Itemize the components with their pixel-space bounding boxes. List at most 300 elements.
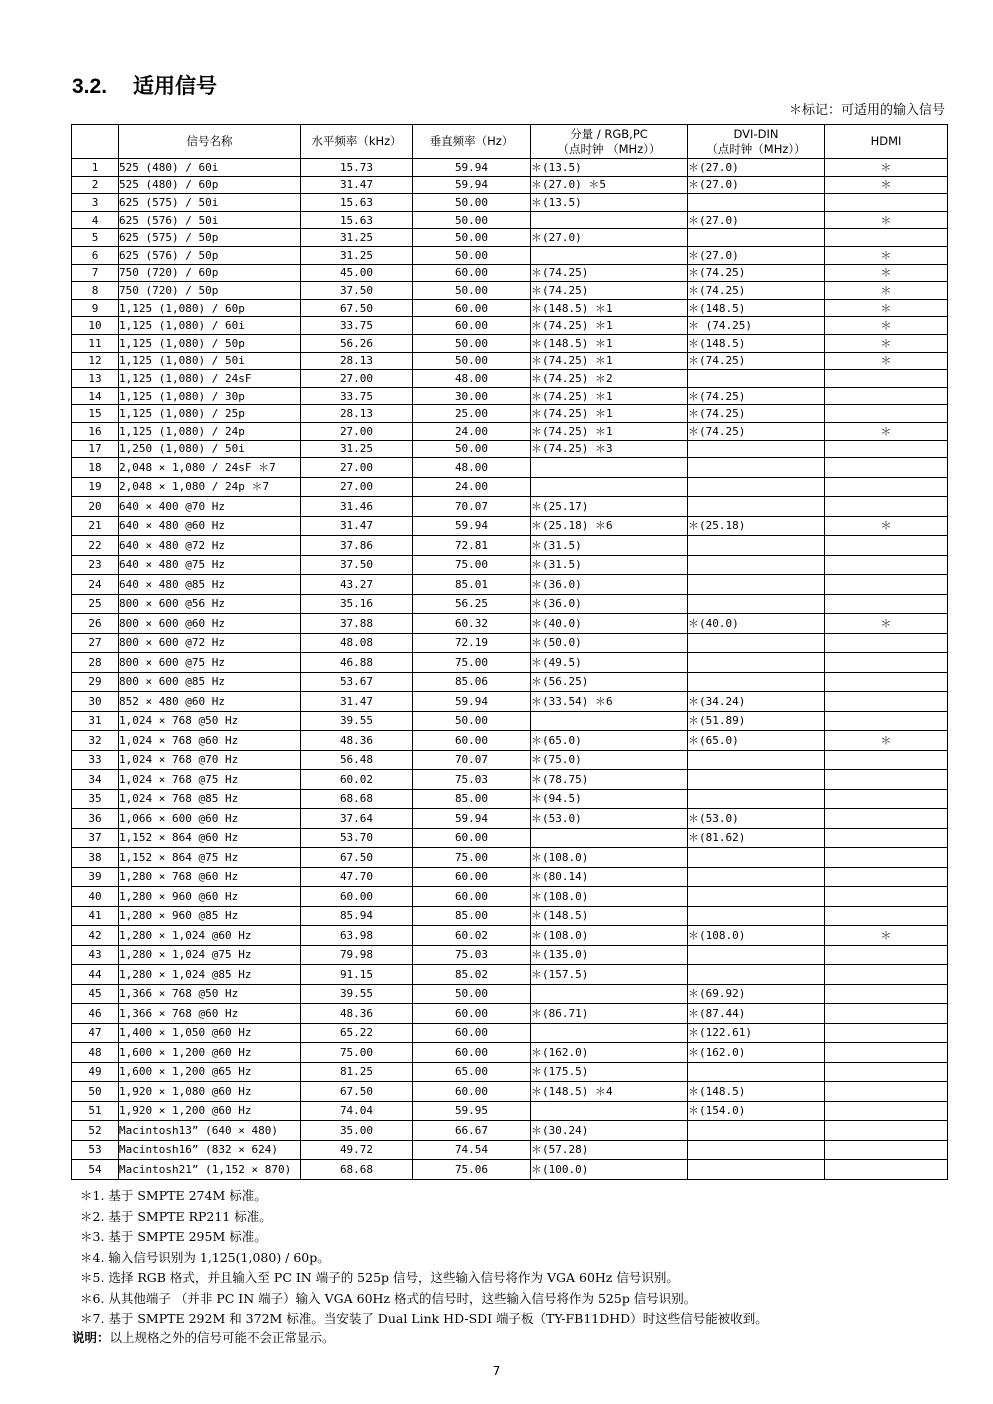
cell-signal-name: 1,125 (1,080) / 24p: [119, 422, 301, 440]
cell-hdmi: [825, 594, 948, 614]
cell-rgb-pc: ＊(74.25): [531, 264, 688, 282]
cell-dvi-din: [688, 497, 825, 517]
cell-signal-name: 625 (575) / 50i: [119, 194, 301, 212]
cell-no: 21: [72, 516, 119, 536]
cell-rgb-pc: ＊(36.0): [531, 575, 688, 595]
cell-h-freq: 48.36: [301, 731, 413, 751]
cell-h-freq: 60.02: [301, 770, 413, 790]
header-v-freq: 垂直频率（Hz）: [413, 125, 531, 159]
table-row: [72, 440, 948, 458]
section-number: 3.2.: [72, 75, 108, 98]
cell-v-freq: 50.00: [413, 440, 531, 458]
cell-rgb-pc: ＊(25.17): [531, 497, 688, 517]
cell-dvi-din: [688, 887, 825, 907]
cell-h-freq: 49.72: [301, 1140, 413, 1160]
cell-hdmi: ＊: [825, 159, 948, 177]
cell-v-freq: 72.19: [413, 633, 531, 653]
cell-dvi-din: ＊(27.0): [688, 211, 825, 229]
cell-v-freq: 75.00: [413, 555, 531, 575]
cell-signal-name: 1,366 × 768 @60 Hz: [119, 1004, 301, 1024]
cell-rgb-pc: ＊(65.0): [531, 731, 688, 751]
cell-signal-name: 1,125 (1,080) / 50i: [119, 352, 301, 370]
cell-v-freq: 75.03: [413, 945, 531, 965]
cell-v-freq: 50.00: [413, 211, 531, 229]
table-row: [72, 497, 948, 517]
table-row: [72, 731, 948, 751]
cell-dvi-din: ＊(122.61): [688, 1023, 825, 1043]
cell-dvi-din: [688, 848, 825, 868]
cell-signal-name: 1,280 × 1,024 @75 Hz: [119, 945, 301, 965]
cell-no: 49: [72, 1062, 119, 1082]
cell-v-freq: 75.00: [413, 848, 531, 868]
table-row: [72, 477, 948, 497]
table-row: [72, 317, 948, 335]
cell-h-freq: 35.16: [301, 594, 413, 614]
cell-hdmi: [825, 458, 948, 478]
table-row: [72, 1062, 948, 1082]
table-row: [72, 370, 948, 388]
table-row: [72, 1140, 948, 1160]
cell-no: 46: [72, 1004, 119, 1024]
cell-signal-name: 1,280 × 1,024 @85 Hz: [119, 965, 301, 985]
cell-h-freq: 56.26: [301, 334, 413, 352]
cell-dvi-din: ＊(74.25): [688, 387, 825, 405]
cell-hdmi: ＊: [825, 926, 948, 946]
cell-rgb-pc: ＊(108.0): [531, 926, 688, 946]
cell-signal-name: 625 (575) / 50p: [119, 229, 301, 247]
cell-signal-name: 800 × 600 @72 Hz: [119, 633, 301, 653]
cell-dvi-din: [688, 672, 825, 692]
cell-no: 5: [72, 229, 119, 247]
cell-signal-name: 1,400 × 1,050 @60 Hz: [119, 1023, 301, 1043]
cell-hdmi: [825, 497, 948, 517]
cell-h-freq: 31.25: [301, 229, 413, 247]
cell-signal-name: 1,280 × 960 @85 Hz: [119, 906, 301, 926]
cell-no: 38: [72, 848, 119, 868]
cell-h-freq: 53.67: [301, 672, 413, 692]
cell-h-freq: 31.46: [301, 497, 413, 517]
cell-h-freq: 65.22: [301, 1023, 413, 1043]
cell-signal-name: 1,920 × 1,080 @60 Hz: [119, 1082, 301, 1102]
cell-dvi-din: [688, 1121, 825, 1141]
cell-no: 41: [72, 906, 119, 926]
cell-v-freq: 60.00: [413, 1004, 531, 1024]
cell-hdmi: [825, 440, 948, 458]
cell-signal-name: 525 (480) / 60p: [119, 176, 301, 194]
cell-hdmi: [825, 1082, 948, 1102]
cell-signal-name: 640 × 480 @60 Hz: [119, 516, 301, 536]
cell-signal-name: 1,125 (1,080) / 50p: [119, 334, 301, 352]
cell-signal-name: 1,280 × 768 @60 Hz: [119, 867, 301, 887]
cell-v-freq: 65.00: [413, 1062, 531, 1082]
cell-hdmi: ＊: [825, 614, 948, 634]
cell-v-freq: 60.32: [413, 614, 531, 634]
footnote: ＊5. 选择 RGB 格式，并且输入至 PC IN 端子的 525p 信号，这些输入信号将作为 VGA 60Hz 信号识别。: [80, 1270, 679, 1285]
table-row: [72, 176, 948, 194]
signal-table: [71, 124, 948, 1180]
table-row: [72, 614, 948, 634]
cell-v-freq: 60.00: [413, 828, 531, 848]
table-row: [72, 789, 948, 809]
table-row: [72, 516, 948, 536]
cell-no: 44: [72, 965, 119, 985]
cell-hdmi: [825, 370, 948, 388]
cell-no: 52: [72, 1121, 119, 1141]
cell-signal-name: 1,125 (1,080) / 24sF: [119, 370, 301, 388]
cell-no: 43: [72, 945, 119, 965]
cell-dvi-din: [688, 906, 825, 926]
cell-h-freq: 27.00: [301, 422, 413, 440]
cell-dvi-din: ＊(74.25): [688, 352, 825, 370]
cell-v-freq: 60.00: [413, 731, 531, 751]
cell-signal-name: 1,066 × 600 @60 Hz: [119, 809, 301, 829]
cell-hdmi: [825, 1160, 948, 1180]
cell-h-freq: 53.70: [301, 828, 413, 848]
cell-h-freq: 48.08: [301, 633, 413, 653]
cell-h-freq: 81.25: [301, 1062, 413, 1082]
header-dvi-din: [688, 125, 825, 159]
remark: [72, 1328, 335, 1346]
cell-no: 8: [72, 282, 119, 300]
table-row: [72, 282, 948, 300]
cell-h-freq: 85.94: [301, 906, 413, 926]
table-row: [72, 711, 948, 731]
table-row: [72, 1160, 948, 1180]
cell-rgb-pc: ＊(74.25) ＊1: [531, 352, 688, 370]
cell-hdmi: [825, 711, 948, 731]
cell-hdmi: [825, 555, 948, 575]
table-row: [72, 264, 948, 282]
cell-signal-name: 1,920 × 1,200 @60 Hz: [119, 1101, 301, 1121]
cell-dvi-din: [688, 370, 825, 388]
cell-no: 12: [72, 352, 119, 370]
cell-rgb-pc: ＊(74.25) ＊2: [531, 370, 688, 388]
table-row: [72, 848, 948, 868]
cell-v-freq: 85.06: [413, 672, 531, 692]
cell-no: 17: [72, 440, 119, 458]
cell-dvi-din: ＊(74.25): [688, 264, 825, 282]
cell-signal-name: Macintosh13” (640 × 480): [119, 1121, 301, 1141]
cell-rgb-pc: ＊(50.0): [531, 633, 688, 653]
table-row: [72, 828, 948, 848]
cell-v-freq: 48.00: [413, 370, 531, 388]
cell-no: 35: [72, 789, 119, 809]
table-row: [72, 1023, 948, 1043]
cell-signal-name: 1,125 (1,080) / 30p: [119, 387, 301, 405]
cell-signal-name: 800 × 600 @85 Hz: [119, 672, 301, 692]
cell-dvi-din: [688, 575, 825, 595]
cell-v-freq: 59.94: [413, 516, 531, 536]
cell-v-freq: 75.06: [413, 1160, 531, 1180]
cell-dvi-din: ＊(154.0): [688, 1101, 825, 1121]
cell-v-freq: 50.00: [413, 984, 531, 1004]
cell-v-freq: 25.00: [413, 405, 531, 423]
table-row: [72, 458, 948, 478]
cell-signal-name: 1,125 (1,080) / 60p: [119, 299, 301, 317]
cell-hdmi: [825, 867, 948, 887]
cell-v-freq: 60.00: [413, 299, 531, 317]
cell-h-freq: 37.88: [301, 614, 413, 634]
cell-hdmi: [825, 1004, 948, 1024]
cell-no: 23: [72, 555, 119, 575]
cell-v-freq: 66.67: [413, 1121, 531, 1141]
cell-dvi-din: [688, 770, 825, 790]
table-row: [72, 1043, 948, 1063]
header-h-freq: 水平频率（kHz）: [301, 125, 413, 159]
cell-h-freq: 39.55: [301, 984, 413, 1004]
cell-dvi-din: [688, 1160, 825, 1180]
cell-h-freq: 31.47: [301, 516, 413, 536]
cell-no: 37: [72, 828, 119, 848]
cell-no: 33: [72, 750, 119, 770]
cell-v-freq: 85.02: [413, 965, 531, 985]
cell-hdmi: [825, 1062, 948, 1082]
table-row: [72, 246, 948, 264]
cell-signal-name: 625 (576) / 50i: [119, 211, 301, 229]
cell-hdmi: [825, 405, 948, 423]
table-row: [72, 867, 948, 887]
cell-h-freq: 68.68: [301, 1160, 413, 1180]
cell-rgb-pc: ＊(13.5): [531, 159, 688, 177]
cell-no: 6: [72, 246, 119, 264]
footnotes: [80, 1186, 768, 1330]
cell-dvi-din: [688, 440, 825, 458]
table-row: [72, 334, 948, 352]
cell-rgb-pc: ＊(80.14): [531, 867, 688, 887]
cell-hdmi: [825, 770, 948, 790]
header-no: [72, 125, 119, 159]
cell-h-freq: 31.25: [301, 246, 413, 264]
cell-dvi-din: ＊(27.0): [688, 246, 825, 264]
cell-signal-name: 640 × 480 @85 Hz: [119, 575, 301, 595]
cell-hdmi: [825, 848, 948, 868]
cell-dvi-din: ＊(148.5): [688, 299, 825, 317]
cell-rgb-pc: ＊(25.18) ＊6: [531, 516, 688, 536]
cell-signal-name: 750 (720) / 50p: [119, 282, 301, 300]
table-row: [72, 945, 948, 965]
cell-rgb-pc: ＊(108.0): [531, 848, 688, 868]
cell-hdmi: [825, 906, 948, 926]
cell-h-freq: 27.00: [301, 370, 413, 388]
table-row: [72, 299, 948, 317]
cell-dvi-din: ＊(53.0): [688, 809, 825, 829]
table-row: [72, 750, 948, 770]
cell-no: 16: [72, 422, 119, 440]
cell-rgb-pc: ＊(27.0) ＊5: [531, 176, 688, 194]
cell-rgb-pc: [531, 984, 688, 1004]
cell-hdmi: [825, 692, 948, 712]
cell-rgb-pc: ＊(57.28): [531, 1140, 688, 1160]
cell-dvi-din: ＊(69.92): [688, 984, 825, 1004]
cell-dvi-din: [688, 965, 825, 985]
cell-dvi-din: [688, 458, 825, 478]
cell-v-freq: 56.25: [413, 594, 531, 614]
cell-dvi-din: ＊(40.0): [688, 614, 825, 634]
cell-v-freq: 60.00: [413, 887, 531, 907]
cell-h-freq: 37.64: [301, 809, 413, 829]
table-row: [72, 229, 948, 247]
cell-rgb-pc: [531, 211, 688, 229]
table-row: [72, 1082, 948, 1102]
table-row: [72, 653, 948, 673]
cell-v-freq: 50.00: [413, 334, 531, 352]
table-row: [72, 1004, 948, 1024]
cell-rgb-pc: ＊(31.5): [531, 555, 688, 575]
cell-v-freq: 59.94: [413, 809, 531, 829]
cell-no: 53: [72, 1140, 119, 1160]
cell-v-freq: 50.00: [413, 246, 531, 264]
cell-hdmi: [825, 672, 948, 692]
cell-h-freq: 43.27: [301, 575, 413, 595]
cell-dvi-din: [688, 750, 825, 770]
cell-hdmi: [825, 575, 948, 595]
cell-v-freq: 85.01: [413, 575, 531, 595]
cell-rgb-pc: [531, 828, 688, 848]
cell-v-freq: 75.00: [413, 653, 531, 673]
cell-no: 51: [72, 1101, 119, 1121]
table-row: [72, 352, 948, 370]
table-row: [72, 422, 948, 440]
cell-v-freq: 60.00: [413, 317, 531, 335]
cell-no: 39: [72, 867, 119, 887]
cell-no: 32: [72, 731, 119, 751]
cell-no: 26: [72, 614, 119, 634]
cell-hdmi: [825, 536, 948, 556]
section-heading: 适用信号: [133, 75, 218, 98]
cell-hdmi: ＊: [825, 352, 948, 370]
cell-hdmi: [825, 1140, 948, 1160]
cell-dvi-din: ＊ (74.25): [688, 317, 825, 335]
cell-hdmi: [825, 1023, 948, 1043]
cell-h-freq: 15.73: [301, 159, 413, 177]
cell-h-freq: 39.55: [301, 711, 413, 731]
cell-rgb-pc: ＊(36.0): [531, 594, 688, 614]
table-row: [72, 984, 948, 1004]
table-row: [72, 887, 948, 907]
cell-no: 3: [72, 194, 119, 212]
cell-no: 36: [72, 809, 119, 829]
remark-text: 以上规格之外的信号可能不会正常显示。: [109, 1330, 335, 1345]
cell-no: 30: [72, 692, 119, 712]
cell-v-freq: 24.00: [413, 477, 531, 497]
cell-rgb-pc: ＊(27.0): [531, 229, 688, 247]
footnote: ＊2. 基于 SMPTE RP211 标准。: [80, 1208, 272, 1224]
cell-h-freq: 67.50: [301, 848, 413, 868]
cell-h-freq: 67.50: [301, 1082, 413, 1102]
cell-no: 1: [72, 159, 119, 177]
cell-signal-name: 640 × 480 @75 Hz: [119, 555, 301, 575]
cell-dvi-din: ＊(74.25): [688, 282, 825, 300]
cell-h-freq: 35.00: [301, 1121, 413, 1141]
cell-hdmi: [825, 1101, 948, 1121]
cell-h-freq: 91.15: [301, 965, 413, 985]
cell-signal-name: 1,024 × 768 @75 Hz: [119, 770, 301, 790]
cell-rgb-pc: ＊(86.71): [531, 1004, 688, 1024]
cell-h-freq: 75.00: [301, 1043, 413, 1063]
cell-v-freq: 85.00: [413, 906, 531, 926]
cell-v-freq: 50.00: [413, 282, 531, 300]
cell-h-freq: 67.50: [301, 299, 413, 317]
cell-h-freq: 27.00: [301, 458, 413, 478]
table-row: [72, 633, 948, 653]
cell-signal-name: 1,152 × 864 @75 Hz: [119, 848, 301, 868]
cell-hdmi: ＊: [825, 516, 948, 536]
cell-v-freq: 50.00: [413, 711, 531, 731]
footnote: ＊7. 基于 SMPTE 292M 和 372M 标准。当安装了 Dual Link HD-SDI 端子板（TY-FB11DHD）时这些信号能被收到。: [80, 1311, 768, 1326]
footnote: ＊3. 基于 SMPTE 295M 标准。: [80, 1229, 267, 1244]
cell-dvi-din: ＊(108.0): [688, 926, 825, 946]
cell-dvi-din: [688, 555, 825, 575]
cell-hdmi: ＊: [825, 422, 948, 440]
cell-rgb-pc: [531, 711, 688, 731]
cell-dvi-din: [688, 653, 825, 673]
remark-label: 说明：: [72, 1330, 110, 1345]
cell-dvi-din: ＊(27.0): [688, 159, 825, 177]
cell-hdmi: [825, 750, 948, 770]
cell-hdmi: ＊: [825, 246, 948, 264]
cell-signal-name: 1,280 × 960 @60 Hz: [119, 887, 301, 907]
cell-signal-name: 1,024 × 768 @50 Hz: [119, 711, 301, 731]
cell-v-freq: 24.00: [413, 422, 531, 440]
cell-dvi-din: [688, 1062, 825, 1082]
cell-no: 13: [72, 370, 119, 388]
cell-hdmi: ＊: [825, 731, 948, 751]
cell-hdmi: [825, 1121, 948, 1141]
table-row: [72, 555, 948, 575]
cell-rgb-pc: ＊(148.5) ＊1: [531, 334, 688, 352]
table-row: [72, 211, 948, 229]
cell-rgb-pc: ＊(75.0): [531, 750, 688, 770]
cell-v-freq: 50.00: [413, 229, 531, 247]
cell-hdmi: [825, 945, 948, 965]
cell-h-freq: 45.00: [301, 264, 413, 282]
cell-h-freq: 68.68: [301, 789, 413, 809]
cell-dvi-din: [688, 194, 825, 212]
cell-h-freq: 79.98: [301, 945, 413, 965]
cell-no: 14: [72, 387, 119, 405]
cell-hdmi: [825, 653, 948, 673]
cell-hdmi: ＊: [825, 334, 948, 352]
cell-v-freq: 70.07: [413, 497, 531, 517]
header-dvi-line2: （点时钟（MHz））: [706, 141, 806, 156]
cell-dvi-din: ＊(74.25): [688, 405, 825, 423]
cell-h-freq: 60.00: [301, 887, 413, 907]
cell-rgb-pc: ＊(74.25) ＊3: [531, 440, 688, 458]
page-number: 7: [492, 1364, 501, 1378]
table-row: [72, 405, 948, 423]
cell-rgb-pc: [531, 458, 688, 478]
cell-v-freq: 85.00: [413, 789, 531, 809]
cell-h-freq: 28.13: [301, 352, 413, 370]
table-row: [72, 926, 948, 946]
table-row: [72, 1121, 948, 1141]
cell-hdmi: ＊: [825, 299, 948, 317]
cell-rgb-pc: ＊(94.5): [531, 789, 688, 809]
cell-hdmi: [825, 229, 948, 247]
cell-h-freq: 63.98: [301, 926, 413, 946]
cell-rgb-pc: ＊(74.25): [531, 282, 688, 300]
cell-rgb-pc: ＊(49.5): [531, 653, 688, 673]
table-row: [72, 594, 948, 614]
footnote: ＊1. 基于 SMPTE 274M 标准。: [80, 1188, 267, 1203]
cell-rgb-pc: ＊(148.5) ＊1: [531, 299, 688, 317]
cell-signal-name: 1,600 × 1,200 @65 Hz: [119, 1062, 301, 1082]
cell-dvi-din: ＊(51.89): [688, 711, 825, 731]
cell-signal-name: 525 (480) / 60i: [119, 159, 301, 177]
cell-h-freq: 31.47: [301, 176, 413, 194]
cell-signal-name: 1,250 (1,080) / 50i: [119, 440, 301, 458]
cell-hdmi: ＊: [825, 282, 948, 300]
